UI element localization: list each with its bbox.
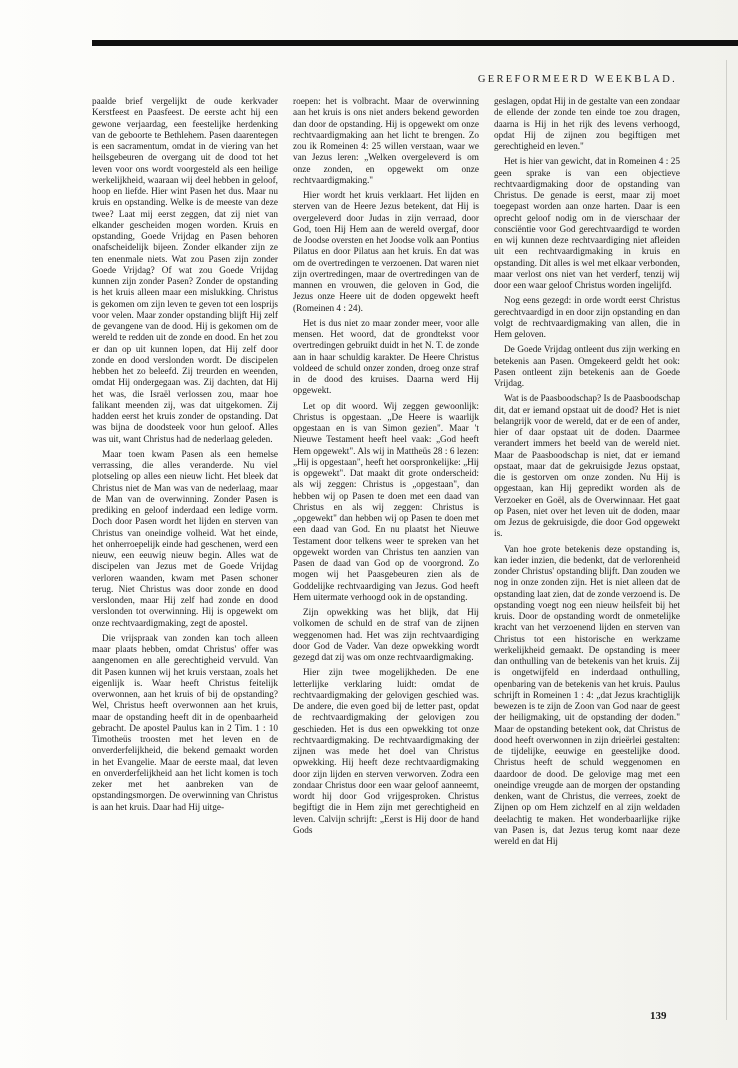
paragraph: Hier zijn twee mogelijkheden. De ene letterlijke verklaring luidt: omdat de rechtvaardigmaking der gelovigen geschied was. De andere, die even goed bij de letter past, opdat de rechtvaardigmaking der gelovigen zou geschieden. Het is dus een opwekking tot onze rechtvaardigmaking. De rechtvaardigmaking der zijnen was mede het doel van Christus opwekking. Hij heeft deze rechtvaardigmaking door zijn lijden en sterven verworven. Zodra een zondaar Christus door een waar geloof aanneemt, wordt hij door God vrijgesproken. Christus begiftigt die in Hem zijn met gerechtigheid en leven. Calvijn schrijft: „Eerst is Hij door de hand Gods: [293, 668, 479, 836]
paragraph: Van hoe grote betekenis deze opstanding is, kan ieder inzien, die bedenkt, dat de verlorenheid zonder Christus' opstanding blijft. Dan zouden we nog in onze zonden zijn. Het is niet alleen dat de opstanding laat zien, dat de zonde verzoend is. De opstanding voegt nog een nieuw heilsfeit bij het kruis. Door de opstanding wordt de onmetelijke kracht van het verzoenend lijden en sterven van Christus tot een historische en werkzame werkelijkheid gemaakt. De opstanding is meer dan onthulling van de betekenis van het kruis. Zij is ongetwijfeld en inderdaad onthulling, openbaring van de betekenis van het kruis. Paulus schrijft in Romeinen 1 : 4: „dat Jezus krachtiglijk bewezen is te zijn de Zoon van God naar de geest der heiligmaking, uit de opstanding der doden." Maar de opstanding betekent ook, dat Christus de dood heeft overwonnen in zijn drieërlei gestalten: de tijdelijke, eeuwige en geestelijke dood. Christus heeft de schuld weggenomen en daardoor de dood. De gelovige mag met een oneindige vreugde aan de morgen der opstanding denken, want de Christus, die verrees, zoekt de Zijnen op om Hem zichzelf en al zijn weldaden deelachtig te maken. Het wonderbaarlijke rijke van Pasen is, dat Jezus terug komt naar deze wereld en dat Hij: [494, 544, 680, 847]
paragraph: Let op dit woord. Wij zeggen gewoonlijk: Christus is opgestaan. „De Heere is waarlijk opgestaan en is van Simon gezien". Maar 't Nieuwe Testament heeft heel vaak: „God heeft Hem opgewekt". Als wij in Mattheüs 28 : 6 lezen: „Hij is opgestaan", heeft het oorspronkelijke: „Hij is opgewekt". Dat maakt dit grote onderscheid: als wij zeggen: Christus is „opgestaan", dan hebben wij op Pasen te doen met een daad van Christus en als wij zeggen: Christus is „opgewekt" dan hebben wij op Pasen te doen met een daad van God. En nu plaatst het Nieuwe Testament door telkens weer te spreken van het opgewekt worden van Christus ten aanzien van Pasen de daad van God op de voorgrond. Zo mogen wij het Paasgebeuren zien als de Goddelijke rechtvaardiging van Jezus. God heeft Hem uitermate verhoogd ook in de opstanding.: [293, 401, 479, 603]
paragraph: Zijn opwekking was het blijk, dat Hij volkomen de schuld en de straf van de zijnen weggenomen had. Het was zijn rechtvaardiging door God de Vader. Van deze opwekking wordt gezegd dat zij was om onze rechtvaardigmaking.: [293, 608, 479, 663]
paragraph: De Goede Vrijdag ontleent dus zijn werking en betekenis aan Pasen. Omgekeerd geldt het ook: Pasen ontleent zijn betekenis aan de Goede Vrijdag.: [494, 345, 680, 389]
top-rule: [92, 40, 738, 46]
page-number: 139: [650, 1010, 667, 1022]
column-3: [494, 97, 680, 957]
paragraph: Het is hier van gewicht, dat in Romeinen 4 : 25 geen sprake is van een objectieve rechtvaardigmaking door de opstanding van Christus. De genade is eerst, maar zij moet toegepast worden aan onze harten. Daar is een oprecht geloof nodig om in de vierschaar der consciëntie voor God gerechtvaardigd te worden en wij kunnen deze rechtvaardiging niet afleiden uit een rechtvaardigmaking in kruis en opstanding. Dit alles is wel met elkaar verbonden, maar verlost ons niet van het verderf, tenzij wij door een waar geloof Christus worden ingelijfd.: [494, 157, 680, 291]
paragraph: Wat is de Paasboodschap? Is de Paasboodschap dit, dat er iemand opstaat uit de dood? Het is niet belangrijk voor de wereld, dat er de een of ander, hier of daar opstaat uit de doden. Daarmee verandert immers het beeld van de wereld niet. Maar de Paasboodschap is niet, dat er iemand opstaat, maar dat de gekruisigde Jezus opstaat, die is gestorven om onze zonden. Nu Hij is opgestaan, kan Hij gepredikt worden als de Verzoeker en Goël, als de Overwinnaar. Het gaat op Pasen, niet over het leven uit de doden, maar om Jezus de gekruisigde, die door God opgewekt is.: [494, 394, 680, 540]
column-1: [92, 97, 278, 957]
paragraph: Het is dus niet zo maar zonder meer, voor alle mensen. Het woord, dat de grondtekst voor overtredingen gebruikt duidt in het N. T. de zonde aan in haar schuldig karakter. De Heere Christus voldeed de schuld onzer zonden, droeg onze straf in de dood des kruises. Daarna werd Hij opgewekt.: [293, 318, 479, 397]
paragraph: Maar toen kwam Pasen als een hemelse verrassing, die alles veranderde. Nu viel plotseling op alles een nieuw licht. Het bleek dat Christus niet de Man was van de nederlaag, maar de Man van de overwinning. Zonder Pasen is prediking en geloof inderdaad een ledige vorm. Doch door Pasen wordt het lijden en sterven van Christus van oneindige volheid. Wat het einde, het onherroepelijk einde had geschenen, werd een nieuw, een eeuwig nieuw begin. Alles wat de discipelen van Jezus met de Goede Vrijdag verloren waanden, kwam met Pasen schoner terug. Niet Christus was door zonde en dood verslonden, maar Hij zelf had zonde en dood verslonden tot overwinning. Hij is opgewekt om onze rechtvaardigmaking, zegt de apostel.: [92, 449, 278, 629]
page-edge: [726, 60, 727, 1020]
paragraph: Die vrijspraak van zonden kan toch alleen maar plaats hebben, omdat Christus' offer was aangenomen en alle gerechtigheid vervuld. Van dit Pasen kunnen wij het kruis verstaan, zoals het eigenlijk is. Waar heeft Christus feitelijk overwonnen, aan het kruis of bij de opstanding? Wel, Christus heeft overwonnen aan het kruis, maar de opstanding heeft dit in de openbaarheid gebracht. De apostel Paulus kan in 2 Tim. 1 : 10 Timotheüs troosten met het leven en de onverderfelijkheid, die bekend gemaakt worden in het Evangelie. Maar de eerste maal, dat leven en onverderfelijkheid aan het licht komen is toch zeker met het aanbreken van de opstandingsmorgen. De overwinning van Christus is aan het kruis. Daar had Hij uitge-: [92, 633, 278, 813]
article-columns: [92, 97, 682, 957]
column-2: [293, 97, 479, 957]
paragraph: Hier wordt het kruis verklaart. Het lijden en sterven van de Heere Jezus betekent, dat Hij is overgeleverd door Judas in zijn verraad, door God, toen Hij Hem aan de wereld overgaf, door de Joodse oversten en het Joodse volk aan Pontius Pilatus en door Pilatus aan het kruis. En dat was om de overtredingen te verzoenen. Dat waren niet zijn overtredingen, maar de overtredingen van de mannen en vrouwen, die geloven in God, die Jezus onze Heere uit de doden opgewekt heeft (Romeinen 4 : 24).: [293, 191, 479, 314]
paragraph: roepen: het is volbracht. Maar de overwinning aan het kruis is ons niet anders bekend geworden dan door de opstanding. Hij is opgewekt om onze rechtvaardigmaking aan het licht te brengen. Zo zou ik Romeinen 4: 25 willen verstaan, waar we van Jezus leren: „Welken overgeleverd is om onze zonden, en opgewekt om onze rechtvaardigmaking.": [293, 97, 479, 186]
paragraph: geslagen, opdat Hij in de gestalte van een zondaar de ellende der zonde ten einde toe zou dragen, daarna is Hij in het rijk des levens verhoogd, opdat Hij de zijnen zou begiftigen met gerechtigheid en leven.": [494, 97, 680, 152]
paragraph: Nog eens gezegd: in orde wordt eerst Christus gerechtvaardigd in en door zijn opstanding en dan volgt de rechtvaardigmaking van allen, die in Hem geloven.: [494, 296, 680, 340]
paragraph: paalde brief vergelijkt de oude kerkvader Kerstfeest en Paasfeest. De eerste acht hij een gewone verjaardag, een feestelijke herdenking van de geboorte te Bethlehem. Pasen daarentegen is een sacramentum, omdat in de viering van het heilsgebeuren de overgang uit de dood tot het leven voor ons wordt voorgesteld als een heilige werkelijkheid, waaraan wij deel hebben in geloof, hoop en liefde. Hier wint Pasen het dus. Maar nu kruis en opstanding. Welke is de meeste van deze twee? Laat mij eerst zeggen, dat zij niet van elkander gescheiden mogen worden. Kruis en opstanding, Goede Vrijdag en Pasen behoren onafscheidelijk bijeen. Zonder elkander zijn ze ten enenmale niets. Wat zou Pasen zijn zonder Goede Vrijdag? Of wat zou Goede Vrijdag kunnen zijn zonder Pasen? Zonder de opstanding is het kruis alleen maar een mislukking. Christus is gekomen om zijn leven te geven tot een losprijs voor velen. Maar zonder opstanding blijft Hij zelf de gevangene van de dood. Hij is gekomen om de wereld te redden uit de zonde en dood. En het zou er dan op uit kunnen lopen, dat Hij zelf door zonde en dood verslonden wordt. De discipelen hebben het zo beleefd. Zij treurden en weenden, omdat Hij ondergegaan was. Zij dachten, dat Hij het was, die Israël verlossen zou, maar hoe falikant meenden zij, was dat uitgekomen. Zij hadden eerst het kruis zonder de opstanding. Dat was bijna de doodsteek voor hun geloof. Alles was uit, want Christus had de nederlaag geleden.: [92, 97, 278, 445]
running-header: GEREFORMEERD WEEKBLAD.: [477, 74, 677, 85]
